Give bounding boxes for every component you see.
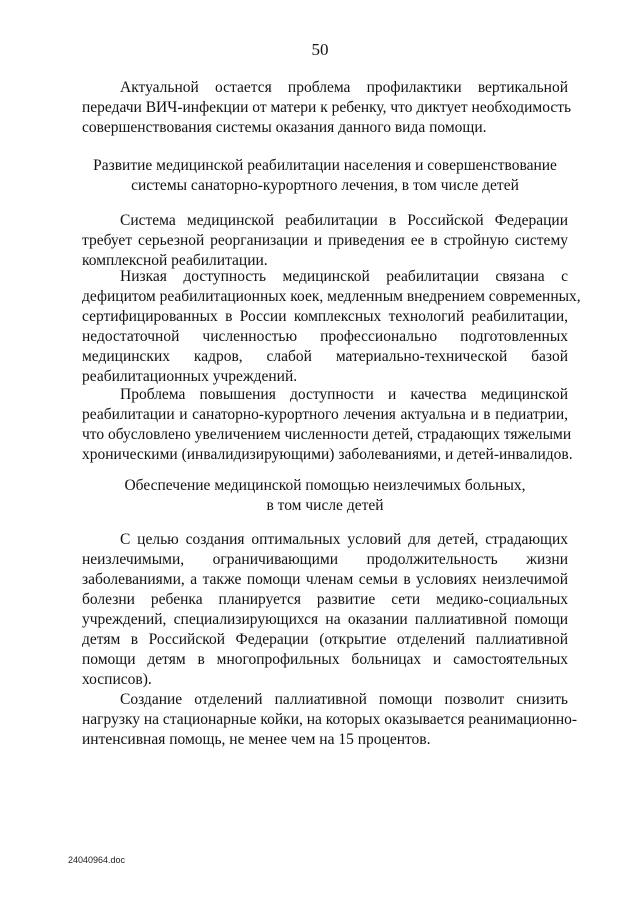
text-line: Низкая доступность медицинской реабилитации связана с — [120, 268, 568, 285]
section-heading-palliative — [82, 476, 568, 516]
text-line: Актуальной остается проблема профилактики вертикальной — [120, 79, 568, 96]
text-line: заболеваниями, а также помощи членам семьи в условиях неизлечимой — [82, 571, 568, 588]
paragraph-low-accessibility — [82, 267, 581, 387]
text-line: дефицитом реабилитационных коек, медленным внедрением современных, — [82, 288, 581, 305]
text-line: Проблема повышения доступности и качества медицинской — [120, 386, 568, 403]
section-heading-rehabilitation — [82, 156, 568, 196]
text-line: передачи ВИЧ-инфекции от матери к ребенку, что диктует необходимость — [82, 99, 572, 116]
text-line: нагрузку на стационарные койки, на которых оказывается реанимационно- — [82, 711, 578, 728]
text-line: хосписов). — [82, 671, 152, 688]
heading-line: Обеспечение медицинской помощью неизлечимых больных, — [124, 477, 526, 494]
document-file-code: 24040964.doc — [68, 855, 126, 865]
paragraph-hiv-prevention — [82, 78, 572, 138]
text-line: реабилитационных учреждений. — [82, 368, 298, 385]
text-line: Система медицинской реабилитации в Российской Федерации — [120, 212, 568, 229]
paragraph-palliative-units — [82, 690, 578, 750]
text-line: совершенствования системы оказания данного вида помощи. — [82, 119, 487, 136]
text-line: интенсивная помощь, не менее чем на 15 процентов. — [82, 731, 431, 748]
text-line: комплексной реабилитации. — [82, 252, 268, 269]
heading-line: Развитие медицинской реабилитации населения и совершенствование — [93, 157, 557, 174]
text-line: что обусловлено увеличением численности детей, страдающих тяжелыми — [82, 426, 572, 443]
heading-line: в том числе детей — [266, 497, 384, 514]
paragraph-pediatrics — [82, 385, 573, 465]
text-line: сертифицированных в России комплексных технологий реабилитации, — [82, 308, 568, 325]
text-line: помощи детям в многопрофильных больницах и самостоятельных — [82, 651, 568, 668]
paragraph-rehabilitation-system — [82, 211, 568, 271]
text-line: болезни ребенка планируется развитие сети медико-социальных — [82, 591, 568, 608]
page-number: 50 — [311, 40, 329, 59]
heading-line: системы санаторно-курортного лечения, в том числе детей — [131, 177, 519, 194]
text-line: неизлечимыми, ограничивающими продолжительность жизни — [82, 551, 568, 568]
text-line: детям в Российской Федерации (открытие отделений паллиативной — [82, 631, 568, 648]
text-line: хроническими (инвалидизирующими) заболеваниями, и детей-инвалидов. — [82, 446, 573, 463]
text-line: недостаточной численностью профессионально подготовленных — [82, 328, 568, 345]
text-line: реабилитации и санаторно-курортного лечения актуальна и в педиатрии, — [82, 406, 568, 423]
text-line: С целью создания оптимальных условий для детей, страдающих — [120, 531, 568, 548]
paragraph-palliative-network — [82, 530, 568, 690]
text-line: медицинских кадров, слабой материально-технической базой — [82, 348, 568, 365]
text-line: Создание отделений паллиативной помощи позволит снизить — [120, 691, 568, 708]
text-line: учреждений, специализирующихся на оказании паллиативной помощи — [82, 611, 568, 628]
text-line: требует серьезной реорганизации и приведения ее в стройную систему — [82, 232, 568, 249]
